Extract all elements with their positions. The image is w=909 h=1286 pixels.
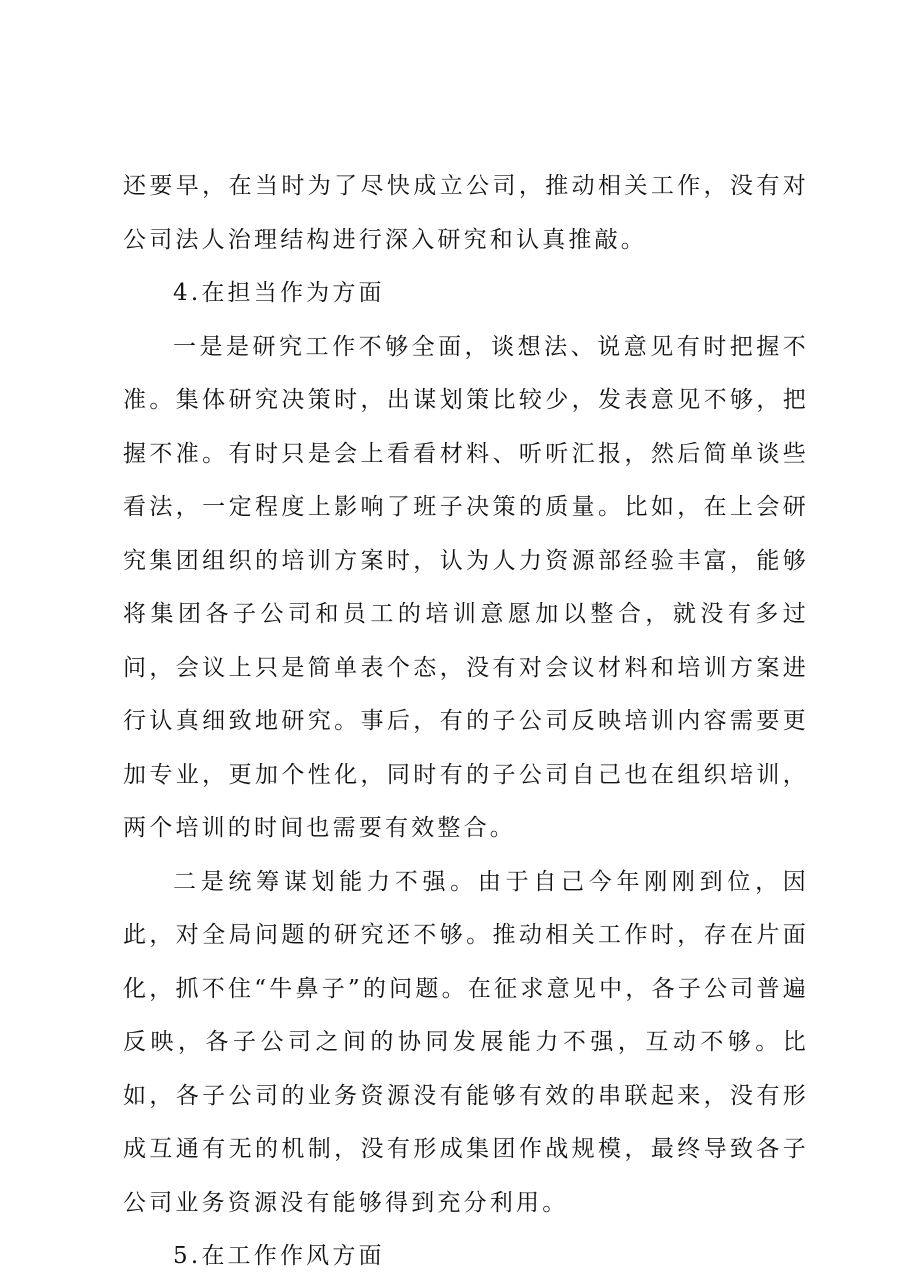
paragraph-first-issue: 一是是研究工作不够全面，谈想法、说意见有时把握不准。集体研究决策时，出谋划策比较少，发表意见不够，把握不准。有时只是会上看看材料、听听汇报，然后简单谈些看法，一定程度上影响了班子决策的质量。比如，在上会研究集团组织的培训方案时，认为人力资源部经验丰富，能够将集团各子公司和员工的培训意愿加以整合，就没有多过问，会议上只是简单表个态，没有对会议材料和培训方案进行认真细致地研究。事后，有的子公司反映培训内容需要更加专业，更加个性化，同时有的子公司自己也在组织培训，两个培训的时间也需要有效整合。 — [123, 333, 809, 841]
paragraph-second-issue: 二是统筹谋划能力不强。由于自己今年刚刚到位，因此，对全局问题的研究还不够。推动相关工作时，存在片面化，抓不住“牛鼻子”的问题。在征求意见中，各子公司普遍反映，各子公司之间的协同发展能力不强，互动不够。比如，各子公司的业务资源没有能够有效的串联起来，没有形成互通有无的机制，没有形成集团作战规模，最终导致各子公司业务资源没有能够得到充分利用。 — [123, 868, 809, 1216]
document-body — [123, 160, 809, 1284]
section-heading-4: 4.在担当作为方面 — [173, 280, 385, 306]
section-heading-5: 5.在工作作风方面 — [173, 1243, 385, 1269]
paragraph-continuation: 还要早，在当时为了尽快成立公司，推动相关工作，没有对公司法人治理结构进行深入研究和认真推敲。 — [123, 173, 809, 253]
